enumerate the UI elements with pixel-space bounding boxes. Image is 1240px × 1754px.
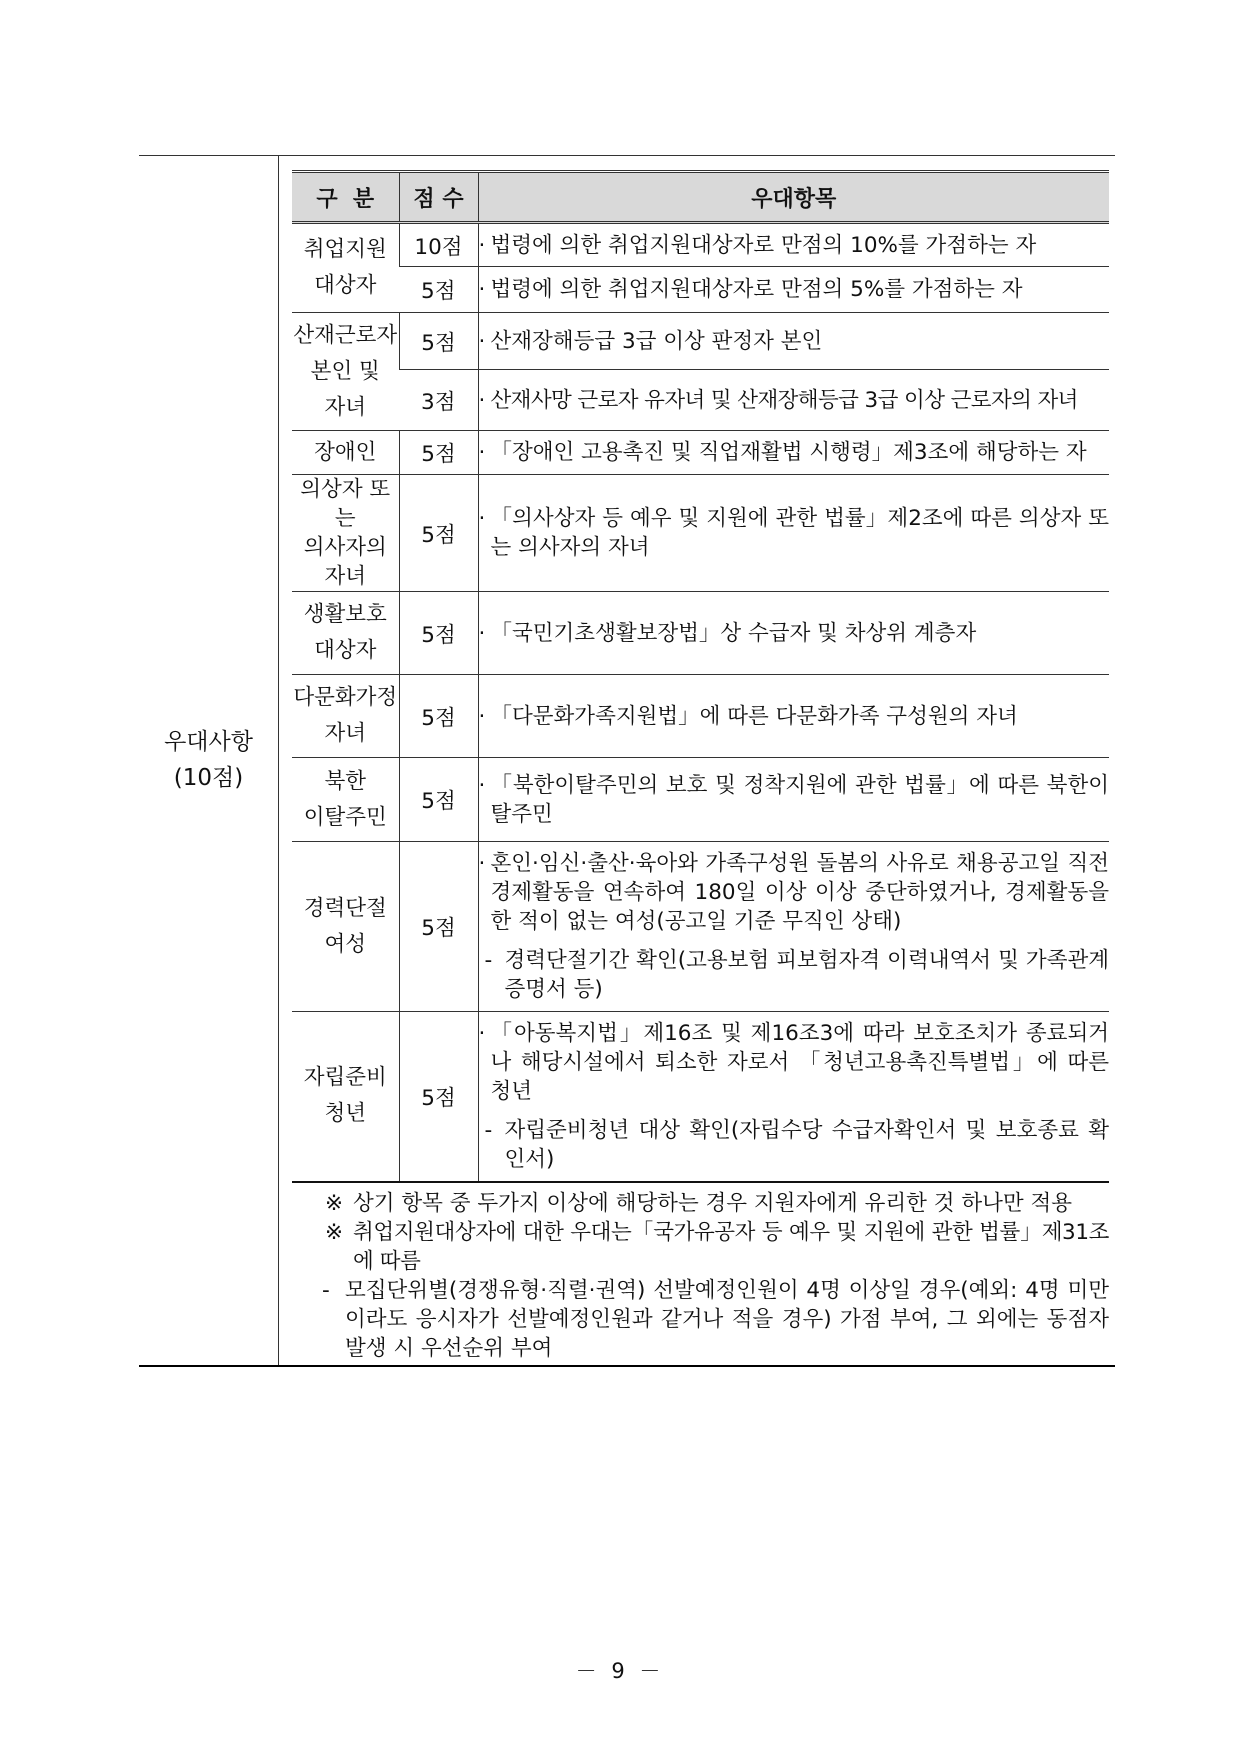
item-cell: · 「국민기초생활보장법」상 수급자 및 차상위 계층자 [478, 592, 1109, 675]
header-items: 우대항목 [478, 172, 1109, 223]
score-cell: 5점 [399, 1012, 478, 1182]
note-item: - 모집단위별(경쟁유형·직렬·권역) 선발예정인원이 4명 이상일 경우(예외: 4명 미만이라도 응시자가 선발예정인원과 같거나 적을 경우) 가점 부여, 그 외에는 동점자 발생 시 우선순위 부여 [322, 1277, 1109, 1361]
item-cell: · 「아동복지법」제16조 및 제16조3에 따라 보호조치가 종료되거나 해당시설에서 퇴소한 자로서 「청년고용촉진특별법」에 따른 청년 - 자립준비청년 대상 확인(자립수당 수급자확인서 및 보호종료 확인서) [478, 1012, 1109, 1182]
table-row [292, 1012, 1109, 1182]
item-cell: · 법령에 의한 취업지원대상자로 만점의 5%를 가점하는 자 [478, 267, 1109, 313]
table-row [292, 223, 1109, 267]
score-cell: 5점 [399, 842, 478, 1012]
score-cell: 10점 [399, 223, 478, 267]
score-cell: 5점 [399, 431, 478, 475]
table-row [292, 842, 1109, 1012]
score-cell: 5점 [399, 592, 478, 675]
note-item: ※ 상기 항목 중 두가지 이상에 해당하는 경우 지원자에게 유리한 것 하나만 적용 [325, 1190, 1073, 1216]
score-cell: 5점 [399, 313, 478, 370]
table-row [292, 370, 1109, 431]
table-row [292, 758, 1109, 842]
score-cell: 5점 [399, 475, 478, 592]
item-cell: · 「북한이탈주민의 보호 및 정착지원에 관한 법률」에 따른 북한이탈주민 [478, 758, 1109, 842]
category-cell: 의상자 또는 의사자의 자녀 [292, 475, 399, 592]
notes-block [292, 1183, 1109, 1365]
table-row [292, 431, 1109, 475]
item-cell: · 산재장해등급 3급 이상 판정자 본인 [478, 313, 1109, 370]
score-cell: 3점 [399, 370, 478, 431]
category-cell: 생활보호 대상자 [292, 592, 399, 675]
score-cell: 5점 [399, 267, 478, 313]
score-cell: 5점 [399, 675, 478, 758]
preference-section-table [139, 155, 1115, 1367]
table-header-row [292, 172, 1109, 223]
item-cell: · 법령에 의한 취업지원대상자로 만점의 10%를 가점하는 자 [478, 223, 1109, 267]
category-cell: 산재근로자 본인 및 자녀 [292, 313, 399, 431]
table-row [292, 475, 1109, 592]
item-cell: · 산재사망 근로자 유자녀 및 산재장해등급 3급 이상 근로자의 자녀 [478, 370, 1109, 431]
preference-items-table [292, 170, 1109, 1183]
category-cell: 북한 이탈주민 [292, 758, 399, 842]
item-cell: · 혼인·임신·출산·육아와 가족구성원 돌봄의 사유로 채용공고일 직전 경제활동을 연속하여 180일 이상 이상 중단하였거나, 경제활동을 한 적이 없는 여성(공고일 기준 무직인 상태) - 경력단절기간 확인(고용보험 피보험자격 이력내역서 및 가족관계증명서 등) [478, 842, 1109, 1012]
category-cell: 경력단절 여성 [292, 842, 399, 1012]
item-cell: · 「다문화가족지원법」에 따른 다문화가족 구성원의 자녀 [478, 675, 1109, 758]
item-cell: · 「의사상자 등 예우 및 지원에 관한 법률」제2조에 따른 의상자 또는 의사자의 자녀 [478, 475, 1109, 592]
category-cell: 다문화가정 자녀 [292, 675, 399, 758]
section-label-title: 우대사항 [164, 729, 253, 756]
section-content [279, 156, 1116, 1365]
category-cell: 취업지원 대상자 [292, 223, 399, 313]
category-cell: 자립준비 청년 [292, 1012, 399, 1182]
header-category: 구 분 [292, 172, 399, 223]
section-label [139, 156, 279, 1365]
table-row [292, 592, 1109, 675]
item-cell: · 「장애인 고용촉진 및 직업재활법 시행령」제3조에 해당하는 자 [478, 431, 1109, 475]
score-cell: 5점 [399, 758, 478, 842]
page-number: － 9 － [575, 1659, 665, 1683]
category-cell: 장애인 [292, 431, 399, 475]
table-row [292, 313, 1109, 370]
table-row [292, 267, 1109, 313]
header-score: 점 수 [399, 172, 478, 223]
note-item: ※ 취업지원대상자에 대한 우대는「국가유공자 등 예우 및 지원에 관한 법률」제31조에 따름 [325, 1219, 1109, 1274]
table-row [292, 675, 1109, 758]
section-label-points: (10점) [173, 765, 244, 792]
